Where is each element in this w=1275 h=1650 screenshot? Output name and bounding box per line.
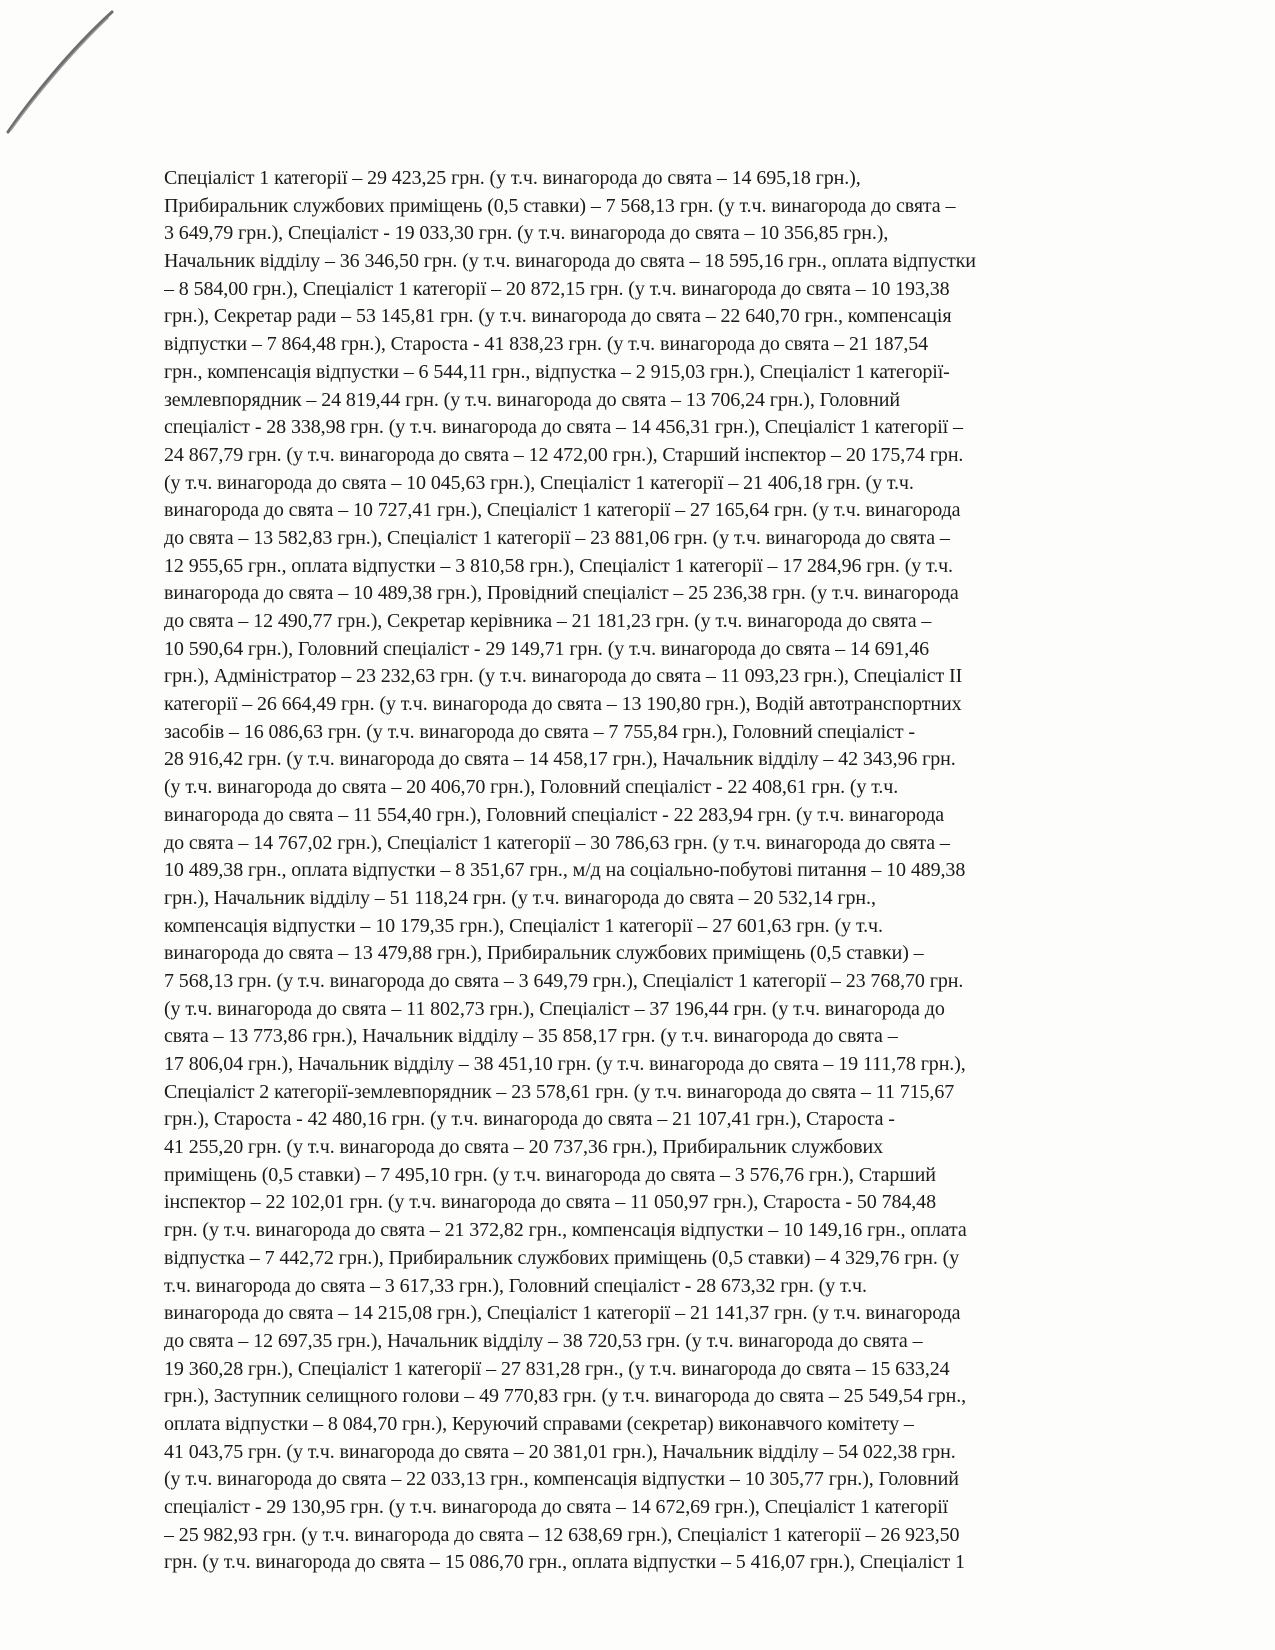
text-line: винагорода до свята – 10 489,38 грн.), Провідний спеціаліст – 25 236,38 грн. (у т.ч. винагорода (164, 582, 959, 605)
text-line: до свята – 12 697,35 грн.), Начальник відділу – 38 720,53 грн. (у т.ч. винагорода до свята – (164, 1329, 923, 1352)
text-line: (у т.ч. винагорода до свята – 11 802,73 грн.), Спеціаліст – 37 196,44 грн. (у т.ч. винагорода до (164, 997, 945, 1020)
text-line: т.ч. винагорода до свята – 3 617,33 грн.), Головний спеціаліст - 28 673,32 грн. (у т.ч. (164, 1274, 867, 1297)
text-line: Прибиральник службових приміщень (0,5 ставки) – 7 568,13 грн. (у т.ч. винагорода до свята – (164, 194, 956, 217)
text-line: винагорода до свята – 11 554,40 грн.), Головний спеціаліст - 22 283,94 грн. (у т.ч. винагорода (164, 803, 945, 826)
text-line: грн.), Староста - 42 480,16 грн. (у т.ч. винагорода до свята – 21 107,41 грн.), Староста - (164, 1108, 895, 1131)
text-line: (у т.ч. винагорода до свята – 20 406,70 грн.), Головний спеціаліст - 22 408,61 грн. (у т.ч. (164, 776, 899, 799)
text-line: оплата відпустки – 8 084,70 грн.), Керуючий справами (секретар) виконавчого комітету – (164, 1412, 914, 1435)
text-line: грн.), Секретар ради – 53 145,81 грн. (у т.ч. винагорода до свята – 22 640,70 грн., компенсація (164, 305, 952, 328)
text-line: компенсація відпустки – 10 179,35 грн.), Спеціаліст 1 категорії – 27 601,63 грн. (у т.ч. (164, 914, 883, 937)
text-line: до свята – 13 582,83 грн.), Спеціаліст 1 категорії – 23 881,06 грн. (у т.ч. винагорода до свята – (164, 526, 950, 549)
text-line: 24 867,79 грн. (у т.ч. винагорода до свята – 12 472,00 грн.), Старший інспектор – 20 175,74 грн. (164, 443, 964, 466)
text-line: (у т.ч. винагорода до свята – 22 033,13 грн., компенсація відпустки – 10 305,77 грн.), Головний (164, 1468, 959, 1491)
text-line: 17 806,04 грн.), Начальник відділу – 38 451,10 грн. (у т.ч. винагорода до свята – 19 111,78 грн.), (164, 1053, 966, 1075)
text-line: 10 489,38 грн., оплата відпустки – 8 351,67 грн., м/д на соціально-побутові питання – 10 489,38 (164, 859, 966, 882)
text-line: 41 043,75 грн. (у т.ч. винагорода до свята – 20 381,01 грн.), Начальник відділу – 54 022,38 грн. (164, 1440, 956, 1463)
text-line: 10 590,64 грн.), Головний спеціаліст - 29 149,71 грн. (у т.ч. винагорода до свята – 14 691,46 (164, 637, 929, 660)
document-body (164, 165, 1172, 1577)
text-line: категорії – 26 664,49 грн. (у т.ч. винагорода до свята – 13 190,80 грн.), Водій автотранспортних (164, 693, 962, 716)
text-line: грн.), Адміністратор – 23 232,63 грн. (у т.ч. винагорода до свята – 11 093,23 грн.), Спеціаліст ІІ (164, 665, 963, 688)
text-line: (у т.ч. винагорода до свята – 10 045,63 грн.), Спеціаліст 1 категорії – 21 406,18 грн. (у т.ч. (164, 471, 914, 494)
text-line: спеціаліст - 28 338,98 грн. (у т.ч. винагорода до свята – 14 456,31 грн.), Спеціаліст 1 категорії – (164, 416, 963, 439)
text-line: до свята – 12 490,77 грн.), Секретар керівника – 21 181,23 грн. (у т.ч. винагорода до свята – (164, 610, 932, 632)
text-line: спеціаліст - 29 130,95 грн. (у т.ч. винагорода до свята – 14 672,69 грн.), Спеціаліст 1 категорії (164, 1496, 949, 1518)
text-line: 19 360,28 грн.), Спеціаліст 1 категорії – 27 831,28 грн., (у т.ч. винагорода до свята – 15 633,24 (164, 1357, 950, 1380)
text-line: – 8 584,00 грн.), Спеціаліст 1 категорії – 20 872,15 грн. (у т.ч. винагорода до свята – 10 193,38 (164, 277, 950, 300)
text-line: – 25 982,93 грн. (у т.ч. винагорода до свята – 12 638,69 грн.), Спеціаліст 1 категорії – 26 923,50 (164, 1523, 960, 1546)
text-line: Начальник відділу – 36 346,50 грн. (у т.ч. винагорода до свята – 18 595,16 грн., оплата відпустки (164, 250, 976, 273)
text-line: землевпорядник – 24 819,44 грн. (у т.ч. винагорода до свята – 13 706,24 грн.), Головний (164, 388, 900, 411)
text-line: до свята – 14 767,02 грн.), Спеціаліст 1 категорії – 30 786,63 грн. (у т.ч. винагорода до свята – (164, 831, 950, 854)
text-line: грн.), Заступник селищного голови – 49 770,83 грн. (у т.ч. винагорода до свята – 25 549,54 грн., (164, 1385, 967, 1408)
pen-stroke-mark (0, 0, 140, 160)
text-line: приміщень (0,5 ставки) – 7 495,10 грн. (у т.ч. винагорода до свята – 3 576,76 грн.), Старший (164, 1163, 936, 1186)
text-line: відпустка – 7 442,72 грн.), Прибиральник службових приміщень (0,5 ставки) – 4 329,76 грн. (у (164, 1246, 960, 1269)
text-line: засобів – 16 086,63 грн. (у т.ч. винагорода до свята – 7 755,84 грн.), Головний спеціаліст - (164, 720, 915, 743)
text-line: Спеціаліст 2 категорії-землевпорядник – 23 578,61 грн. (у т.ч. винагорода до свята – 11 715,67 (164, 1080, 955, 1103)
text-line: відпустки – 7 864,48 грн.), Староста - 41 838,23 грн. (у т.ч. винагорода до свята – 21 187,54 (164, 333, 929, 356)
text-line: винагорода до свята – 13 479,88 грн.), Прибиральник службових приміщень (0,5 ставки) – (164, 942, 924, 965)
text-line: 7 568,13 грн. (у т.ч. винагорода до свята – 3 649,79 грн.), Спеціаліст 1 категорії – 23 768,70 грн. (164, 969, 964, 992)
text-line: грн.), Начальник відділу – 51 118,24 грн. (у т.ч. винагорода до свята – 20 532,14 грн., (164, 886, 876, 909)
text-line: 3 649,79 грн.), Спеціаліст - 19 033,30 грн. (у т.ч. винагорода до свята – 10 356,85 грн.), (164, 222, 889, 245)
text-line: грн., компенсація відпустки – 6 544,11 грн., відпустка – 2 915,03 грн.), Спеціаліст 1 категорії- (164, 360, 950, 383)
text-line: винагорода до свята – 14 215,08 грн.), Спеціаліст 1 категорії – 21 141,37 грн. (у т.ч. винагорода (164, 1302, 961, 1325)
text-line: 41 255,20 грн. (у т.ч. винагорода до свята – 20 737,36 грн.), Прибиральник службових (164, 1136, 884, 1159)
text-line: Спеціаліст 1 категорії – 29 423,25 грн. (у т.ч. винагорода до свята – 14 695,18 грн.), (164, 167, 861, 189)
text-line: 28 916,42 грн. (у т.ч. винагорода до свята – 14 458,17 грн.), Начальник відділу – 42 343,96 грн. (164, 748, 956, 771)
text-line: 12 955,65 грн., оплата відпустки – 3 810,58 грн.), Спеціаліст 1 категорії – 17 284,96 грн. (у т.ч. (164, 554, 953, 577)
text-line: грн. (у т.ч. винагорода до свята – 15 086,70 грн., оплата відпустки – 5 416,07 грн.), Спеціаліст 1 (164, 1551, 965, 1574)
text-line: винагорода до свята – 10 727,41 грн.), Спеціаліст 1 категорії – 27 165,64 грн. (у т.ч. винагорода (164, 499, 961, 522)
text-line: грн. (у т.ч. винагорода до свята – 21 372,82 грн., компенсація відпустки – 10 149,16 грн., оплата (164, 1219, 967, 1242)
text-line: свята – 13 773,86 грн.), Начальник відділу – 35 858,17 грн. (у т.ч. винагорода до свята – (164, 1025, 898, 1048)
text-line: інспектор – 22 102,01 грн. (у т.ч. винагорода до свята – 11 050,97 грн.), Староста - 50 784,48 (164, 1191, 936, 1214)
